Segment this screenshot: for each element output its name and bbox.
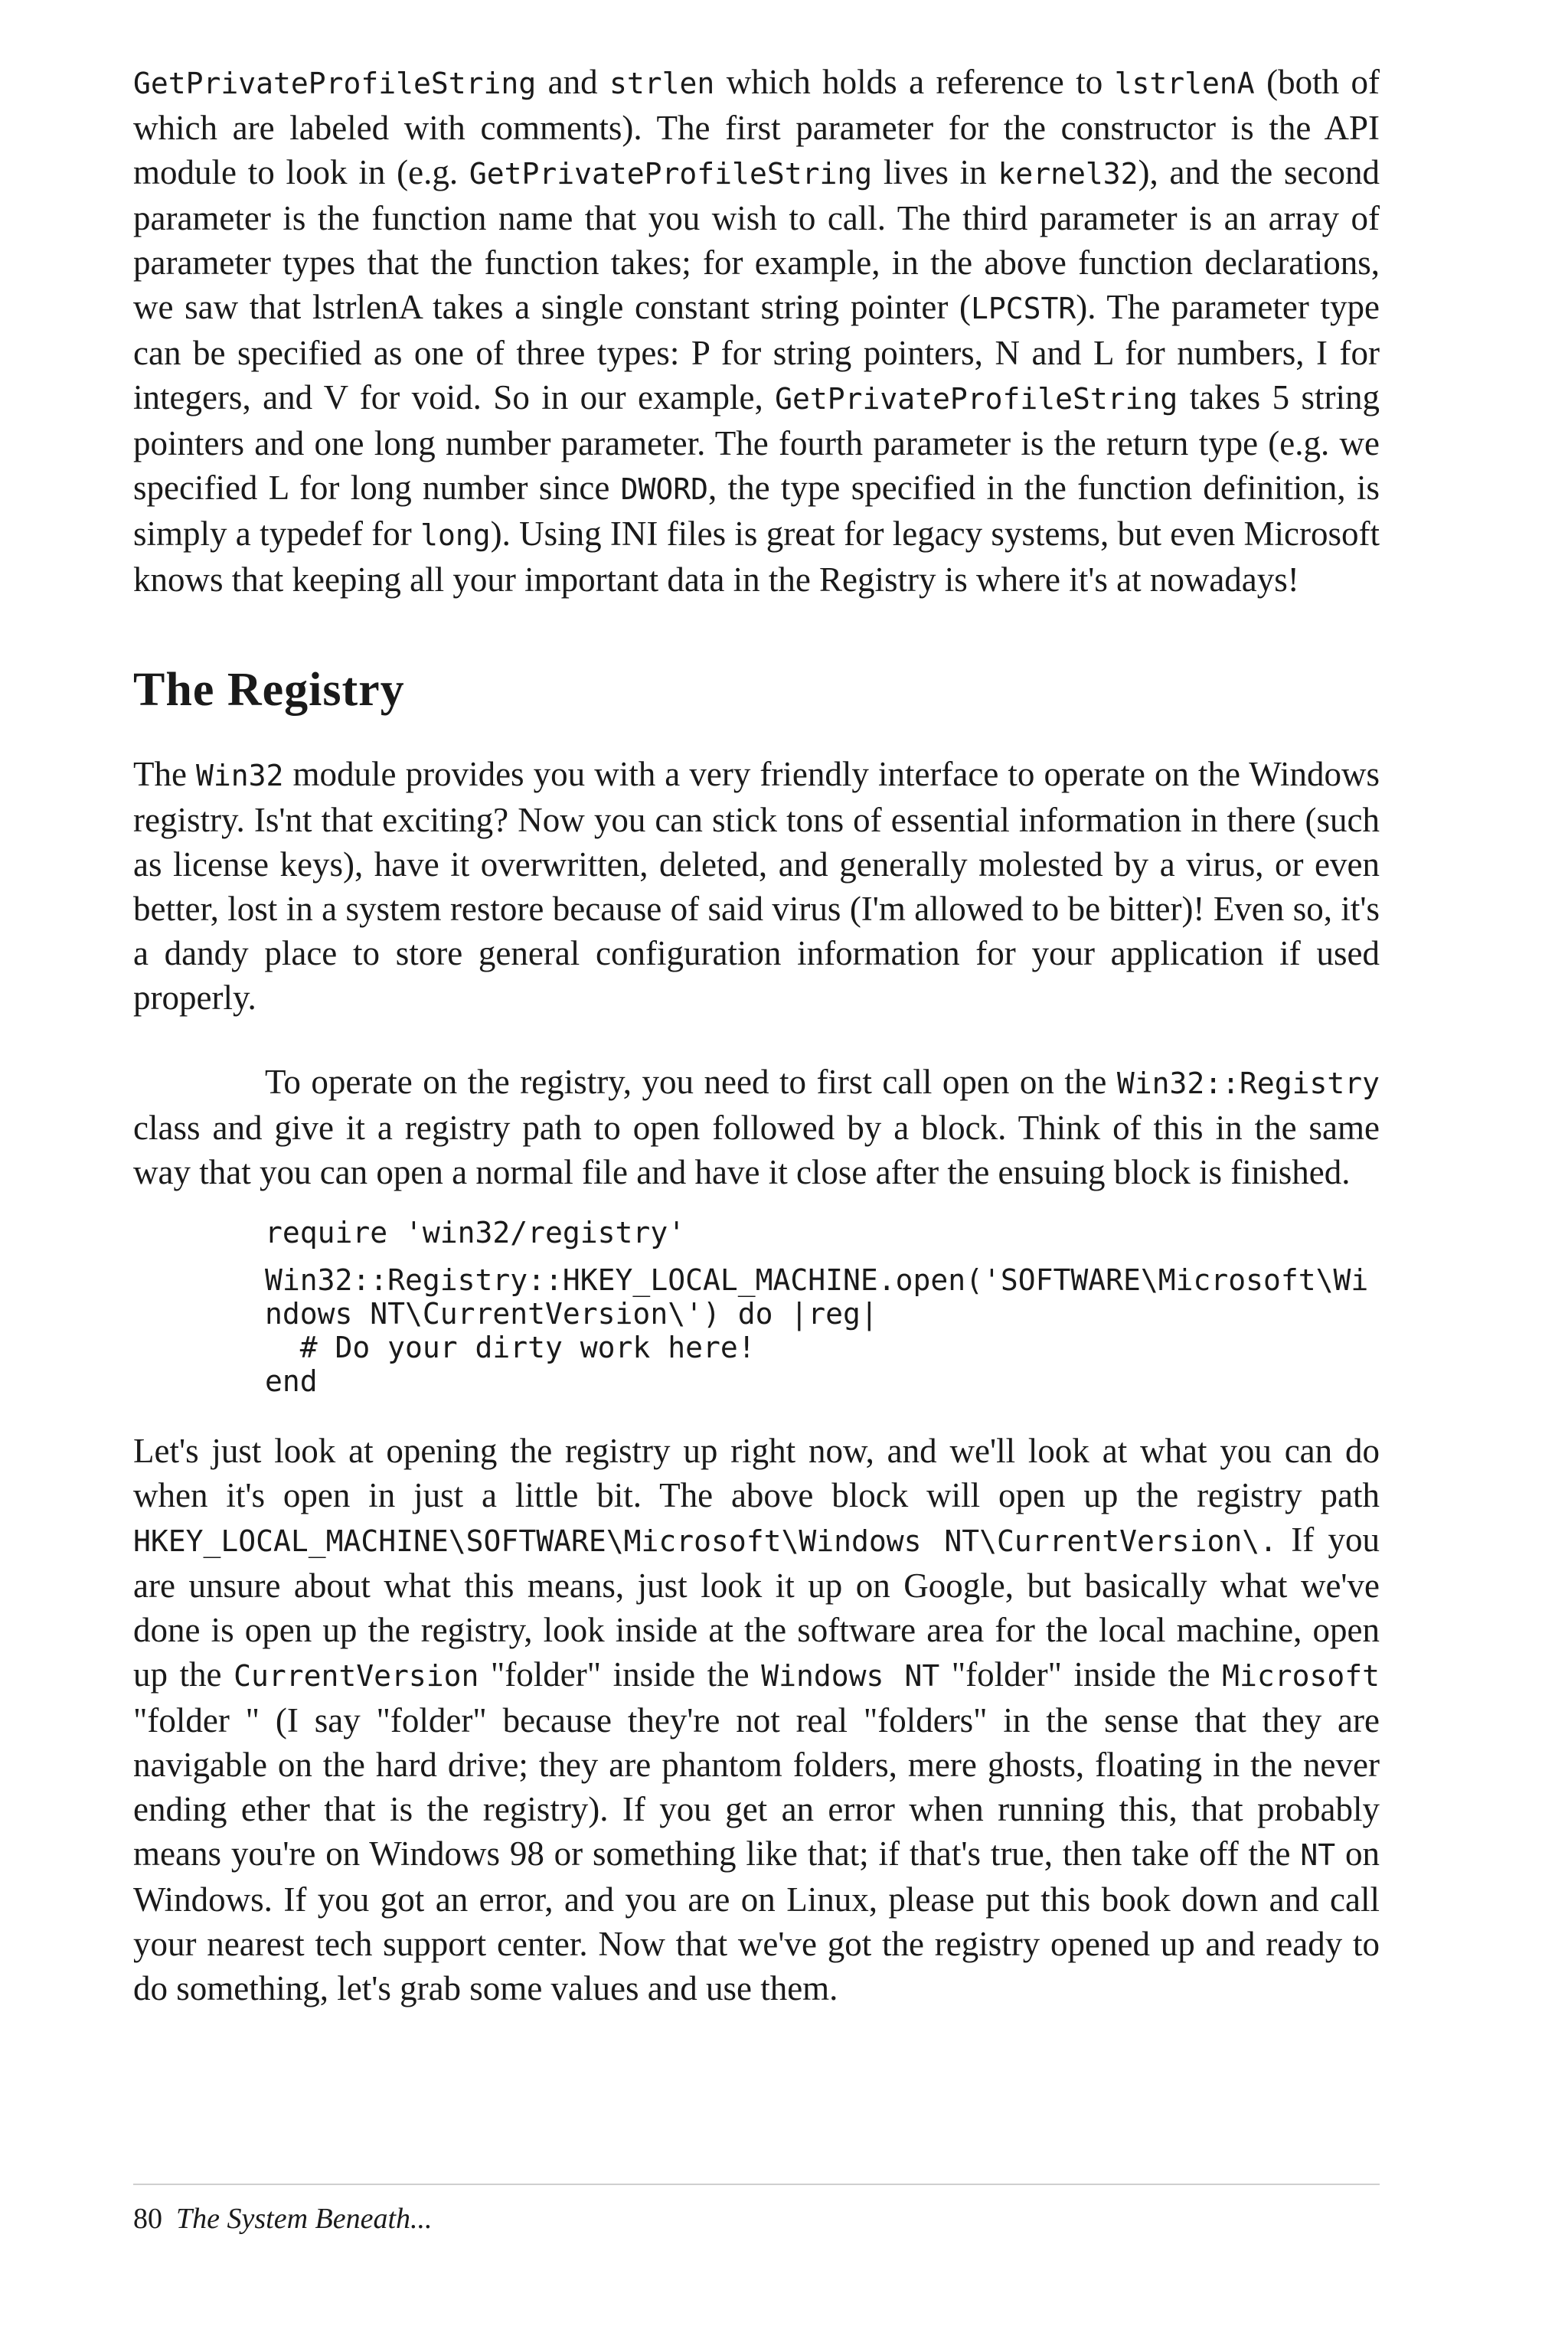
inline-code: strlen <box>609 67 715 100</box>
inline-code: Win32::Registry <box>1116 1067 1380 1100</box>
paragraph-registry-path-explanation <box>133 1429 1380 2011</box>
page-footer <box>133 2184 1380 2237</box>
paragraph-registry-intro <box>133 752 1380 1020</box>
text-run: The <box>133 755 197 793</box>
paragraph-open-registry <box>133 1060 1380 1194</box>
inline-code: Win32 <box>196 759 284 792</box>
running-title: The System Beneath... <box>176 2203 433 2235</box>
text-run: module provides you with a very friendly interface to operate on the Windows registry. Is'nt that exciting? Now you can stick tons of essential information in there (such as license keys), have it overwritten, deleted, and generally molested by a virus, or even better, lost in a system restore because of said virus (I'm allowed to be bitter)! Even so, it's a dandy place to store general configuration information for your application if used properly. <box>133 755 1380 1017</box>
text-run: "folder" inside the <box>939 1655 1223 1694</box>
text-run: To operate on the registry, you need to first call open on the <box>265 1063 1117 1101</box>
text-run: "folder " (I say "folder" because they're not real "folders" in the sense that they are navigable on the hard drive; they are phantom folders, mere ghosts, floating in the never ending ether that is the registry). If you get an error when running this, that probably means you're on Windows 98 or something like that; if that's true, then take off the <box>133 1701 1380 1873</box>
page-content <box>133 60 1380 2011</box>
inline-code: CurrentVersion <box>234 1659 479 1693</box>
text-run: , the type specified in the function definition, is simply a typedef for <box>133 469 1380 553</box>
section-heading: The Registry <box>133 664 405 716</box>
text-run: class and give it a registry path to open followed by a block. Think of this in the same way that you can open a normal file and have it close after the ensuing block is finished. <box>133 1109 1380 1191</box>
text-run: lives in <box>872 153 998 191</box>
inline-code: Microsoft <box>1222 1659 1380 1693</box>
inline-code: GetPrivateProfileString <box>133 67 537 100</box>
text-run: which holds a reference to <box>714 63 1115 101</box>
inline-code: NT <box>1300 1838 1336 1872</box>
text-run: and <box>536 63 610 101</box>
text-run: Let's just look at opening the registry up right now, and we'll look at what you can do when it's open in just a little bit. The above block will open up the registry path <box>133 1432 1380 1514</box>
text-run: ), and the second parameter is the function name that you wish to call. The third parameter is an array of parameter types that the function takes; for example, in the above function declarations, we saw that lstrlenA takes a single constant string pointer ( <box>133 153 1380 326</box>
inline-code: HKEY_LOCAL_MACHINE\SOFTWARE\Microsoft\Windows NT\CurrentVersion\. <box>133 1524 1278 1558</box>
inline-code: GetPrivateProfileString <box>469 157 873 191</box>
inline-code: Windows NT <box>761 1659 940 1693</box>
inline-code: GetPrivateProfileString <box>775 382 1178 416</box>
text-run: takes 5 string pointers and one long number parameter. The fourth parameter is the return type (e.g. we specified L for long number since <box>133 378 1380 507</box>
text-run: ). The parameter type can be specified as one of three types: P for string pointers, N and L for numbers, I for integers, and V for void. So in our example, <box>133 288 1380 416</box>
text-run: "folder" inside the <box>479 1655 762 1694</box>
inline-code: lstrlenA <box>1114 67 1255 100</box>
inline-code: LPCSTR <box>970 292 1076 325</box>
code-block-registry-open: Win32::Registry::HKEY_LOCAL_MACHINE.open('SOFTWARE\Microsoft\Wi ndows NT\CurrentVersion\') do |reg| # Do your dirty work here! end <box>265 1263 1369 1398</box>
paragraph-win32api-explanation <box>133 60 1380 602</box>
text-run: (both of which are labeled with comments). The first parameter for the constructor is the API module to look in (e.g. <box>133 63 1380 191</box>
code-block-require: require 'win32/registry' <box>265 1216 686 1250</box>
text-run: ). Using INI files is great for legacy systems, but even Microsoft knows that keeping all your important data in the Registry is where it's at nowadays! <box>133 514 1380 599</box>
inline-code: DWORD <box>620 472 709 506</box>
inline-code: kernel32 <box>998 157 1138 191</box>
inline-code: long <box>420 518 491 552</box>
page-number: 80 <box>133 2203 162 2235</box>
text-run: on Windows. If you got an error, and you are on Linux, please put this book down and call your nearest tech support center. Now that we've got the registry opened up and ready to do something, let's grab some values and use them. <box>133 1834 1380 2007</box>
text-run: If you are unsure about what this means, just look it up on Google, but basically what we've done is open up the registry, look inside at the software area for the local machine, open up the <box>133 1521 1380 1694</box>
